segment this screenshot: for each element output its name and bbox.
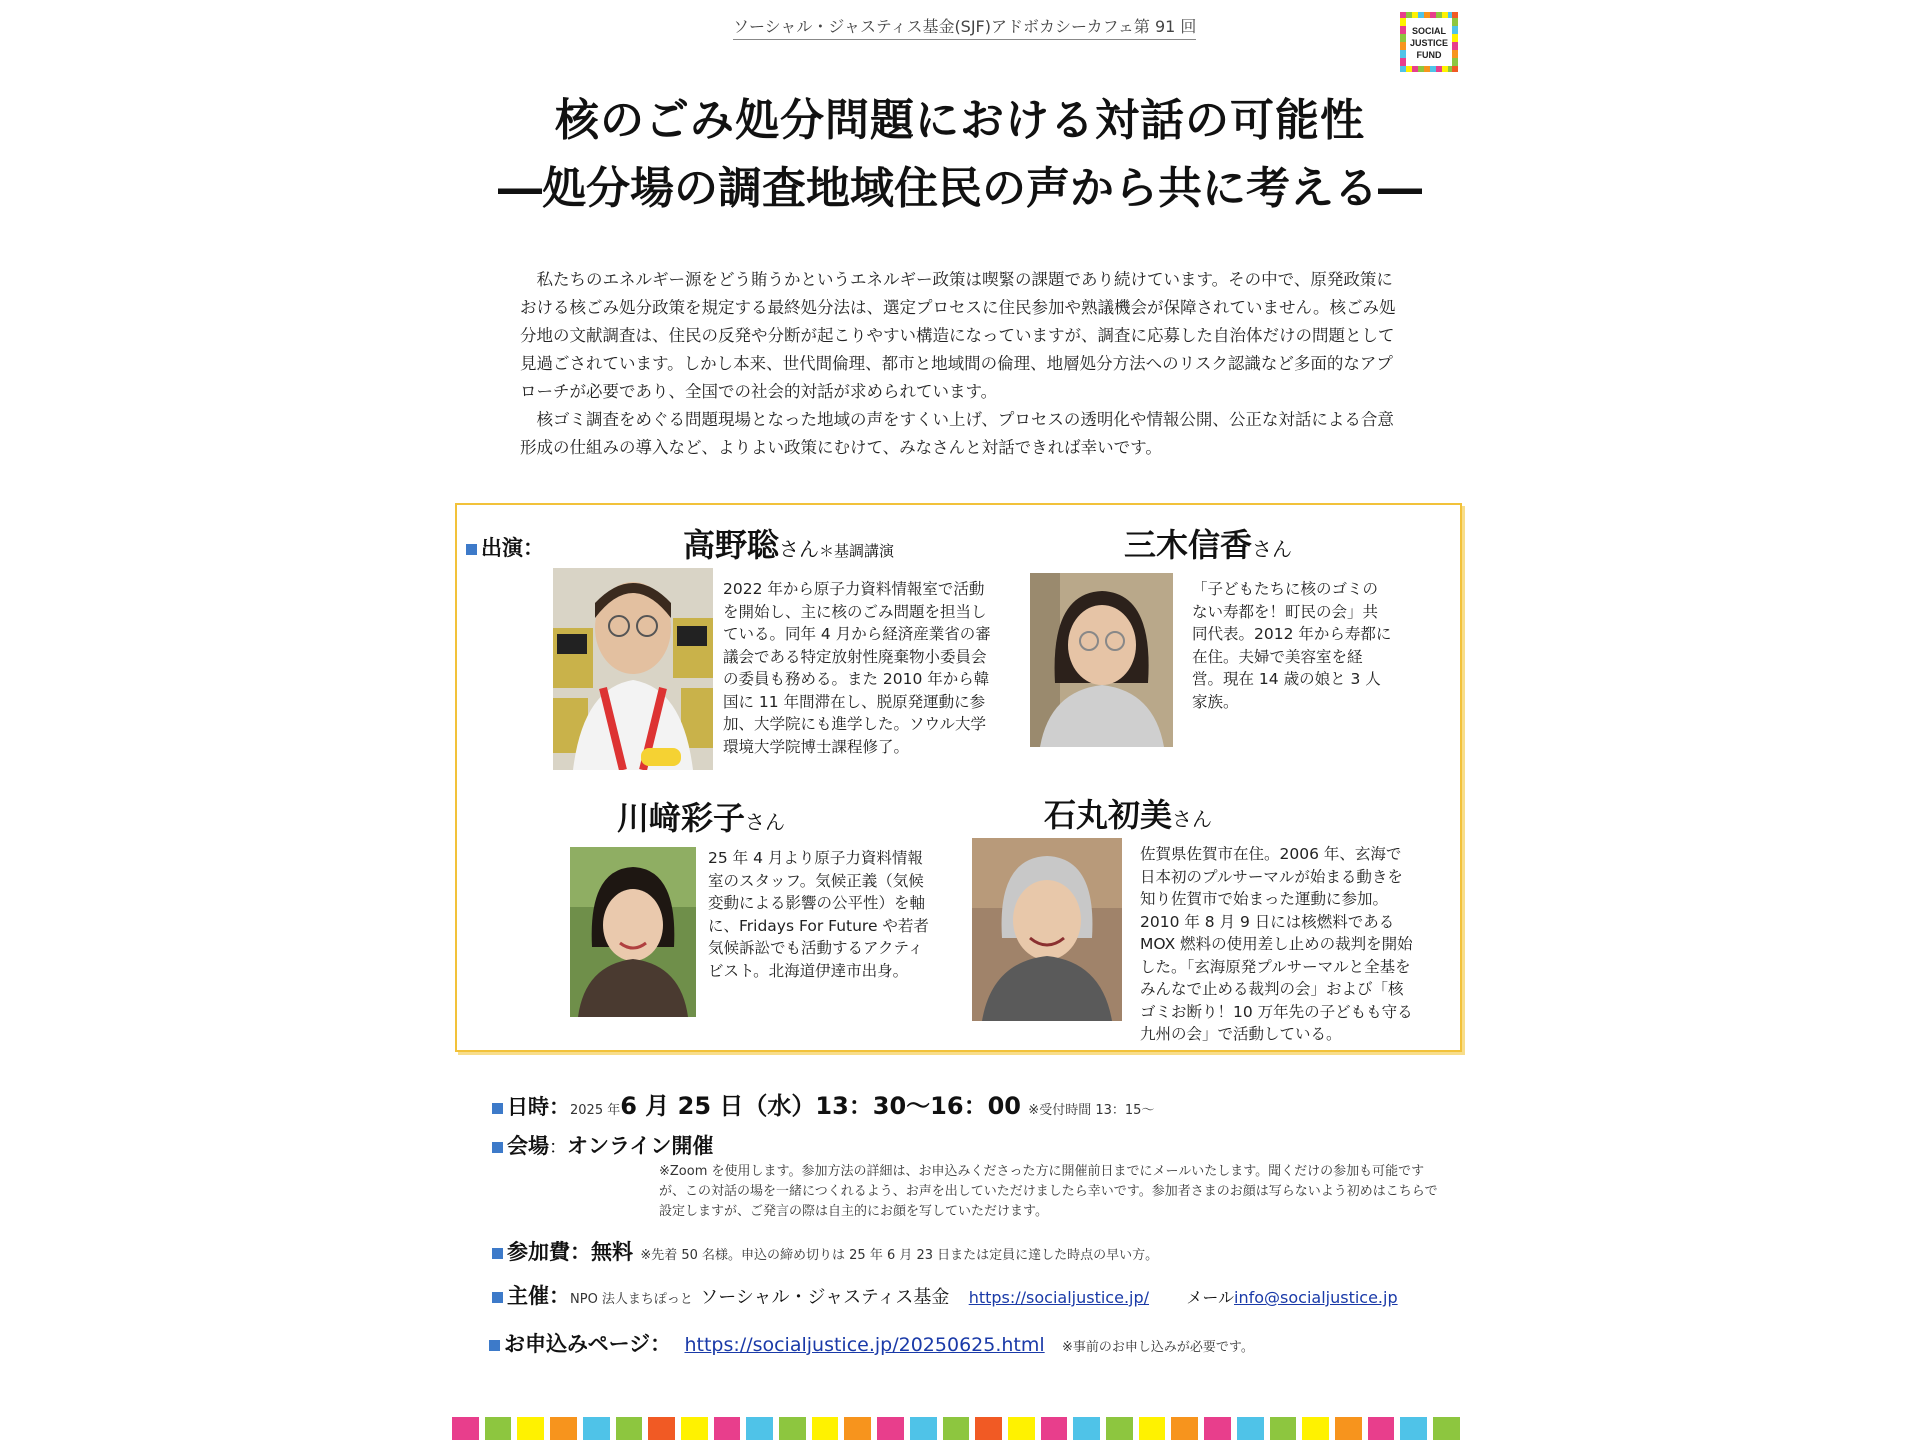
organizer-row: 主催：NPO 法人まちぽっと ソーシャル・ジャスティス基金 https://socialjustice.jp/ メールinfo@socialjustice.jp: [492, 1280, 1398, 1310]
stripe-block: [1041, 1417, 1068, 1440]
venue-note: ※Zoom を使用します。参加方法の詳細は、お申込みくださった方に開催前日までにメールいたします。聞くだけの参加も可能ですが、この対話の場を一緒につくれるよう、お声を出していただけましたら幸いです。参加者さまのお顔は写らないよう初めはこちらで設定しますが、ご発言の際は自主的にお顔を写していただけます。: [659, 1164, 1438, 1219]
main-title: 核のごみ処分問題における対話の可能性: [555, 95, 1365, 146]
bullet-square-icon: [466, 544, 477, 555]
stripe-block: [943, 1417, 970, 1440]
stripe-block: [1433, 1417, 1460, 1440]
stripe-block: [812, 1417, 839, 1440]
stripe-block: [517, 1417, 544, 1440]
stripe-block: [1270, 1417, 1297, 1440]
bullet-square-icon: [492, 1142, 503, 1153]
stripe-block: [616, 1417, 643, 1440]
bullet-square-icon: [492, 1248, 503, 1259]
speaker-4-photo: [972, 838, 1122, 1021]
stripe-block: [714, 1417, 741, 1440]
date-row: 日時：2025 年6 月 25 日（水）13：30～16：00 ※受付時間 13：15～: [492, 1086, 1154, 1121]
fee-row: 参加費：無料 ※先着 50 名様。申込の締め切りは 25 年 6 月 23 日または定員に達した時点の早い方。: [492, 1236, 1158, 1266]
stripe-block: [452, 1417, 479, 1440]
stripe-block: [648, 1417, 675, 1440]
speaker-4-bio: 佐賀県佐賀市在住。2006 年、玄海で日本初のプルサーマルが始まる動きを知り佐賀市で始まった運動に参加。2010 年 8 月 9 日には核燃料である MOX 燃料の使用差し止めの裁判を開始した。「玄海原発プルサーマルと全基をみんなで止める裁判の会」および「核ゴミお断り！10 万年先の子どもも守る九州の会」で活動している。: [1140, 845, 1413, 1043]
stripe-block: [1139, 1417, 1166, 1440]
speaker-2-photo: [1030, 573, 1173, 747]
speakers-label: 出演：: [466, 532, 544, 562]
stripe-block: [877, 1417, 904, 1440]
intro-paragraph-1: 私たちのエネルギー源をどう賄うかというエネルギー政策は喫緊の課題であり続けています。その中で、原発政策における核ごみ処分政策を規定する最終処分法は、選定プロセスに住民参加や熟議機会が保障されていません。核ごみ処分地の文献調査は、住民の反発や分断が起こりやすい構造になっていますが、調査に応募した自治体だけの問題として見過ごされています。しかし本来、世代間倫理、都市と地域間の倫理、地層処分方法へのリスク認識など多面的なアプローチが必要であり、全国での社会的対話が求められています。: [520, 270, 1396, 401]
speaker-3-photo: [570, 847, 696, 1017]
svg-text:FUND: FUND: [1416, 50, 1442, 60]
apply-url-link[interactable]: https://socialjustice.jp/20250625.html: [684, 1334, 1045, 1356]
stripe-block: [1400, 1417, 1427, 1440]
speaker-2-bio: 「子どもたちに核のゴミのない寿都を！町民の会」共同代表。2012 年から寿都に在住。夫婦で美容室を経営。現在 14 歳の娘と 3 人家族。: [1192, 580, 1392, 711]
svg-text:SOCIAL: SOCIAL: [1411, 26, 1447, 36]
stripe-block: [550, 1417, 577, 1440]
speaker-1-photo: [553, 568, 713, 770]
mail-link[interactable]: info@socialjustice.jp: [1234, 1288, 1398, 1307]
stripe-block: [1106, 1417, 1133, 1440]
stripe-block: [1171, 1417, 1198, 1440]
speaker-1-bio: 2022 年から原子力資料情報室で活動を開始し、主に核のごみ問題を担当している。同年 4 月から経済産業省の審議会である特定放射性廃棄物小委員会の委員も務める。また 2010 年から韓国に 11 年間滞在し、脱原発運動に参加、大学院にも進学した。ソウル大学環境大学院博士課程修了。: [723, 580, 991, 756]
venue-row: 会場：オンライン開催: [492, 1130, 713, 1160]
stripe-block: [1073, 1417, 1100, 1440]
svg-text:JUSTICE: JUSTICE: [1409, 38, 1449, 48]
stripe-block: [779, 1417, 806, 1440]
speaker-4-name: 石丸初美さん: [1044, 796, 1213, 834]
color-stripe: [452, 1417, 1466, 1440]
bullet-square-icon: [492, 1103, 503, 1114]
organizer-url-link[interactable]: https://socialjustice.jp/: [968, 1288, 1150, 1307]
stripe-block: [1204, 1417, 1231, 1440]
stripe-block: [1237, 1417, 1264, 1440]
series-label: ソーシャル・ジャスティス基金(SJF)アドボカシーカフェ第 91 回: [733, 14, 1196, 40]
stripe-block: [910, 1417, 937, 1440]
stripe-block: [485, 1417, 512, 1440]
intro-paragraph-2: 核ゴミ調査をめぐる問題現場となった地域の声をすくい上げ、プロセスの透明化や情報公開、公正な対話による合意形成の仕組みの導入など、よりよい政策にむけて、みなさんと対話できれば幸いです。: [520, 410, 1394, 457]
stripe-block: [583, 1417, 610, 1440]
stripe-block: [1368, 1417, 1395, 1440]
bullet-square-icon: [492, 1292, 503, 1303]
stripe-block: [1335, 1417, 1362, 1440]
sjf-logo: [1400, 12, 1458, 72]
speaker-3-bio: 25 年 4 月より原子力資料情報室のスタッフ。気候正義（気候変動による影響の公平性）を軸に、Fridays For Future や若者気候訴訟でも活動するアクティビスト。北海道伊達市出身。: [708, 849, 929, 980]
stripe-block: [1302, 1417, 1329, 1440]
stripe-block: [746, 1417, 773, 1440]
stripe-block: [681, 1417, 708, 1440]
intro-text: [520, 266, 1400, 462]
sub-title: ―処分場の調査地域住民の声から共に考える―: [498, 163, 1422, 214]
speaker-3-name: 川﨑彩子さん: [617, 799, 786, 837]
speaker-2-name: 三木信香さん: [1124, 526, 1293, 564]
stripe-block: [975, 1417, 1002, 1440]
bullet-square-icon: [489, 1340, 500, 1351]
speaker-1-name: 高野聡さん＊基調講演: [683, 526, 895, 564]
apply-row: お申込みページ： https://socialjustice.jp/20250625.html ※事前のお申し込みが必要です。: [489, 1328, 1254, 1358]
stripe-block: [1008, 1417, 1035, 1440]
stripe-block: [844, 1417, 871, 1440]
